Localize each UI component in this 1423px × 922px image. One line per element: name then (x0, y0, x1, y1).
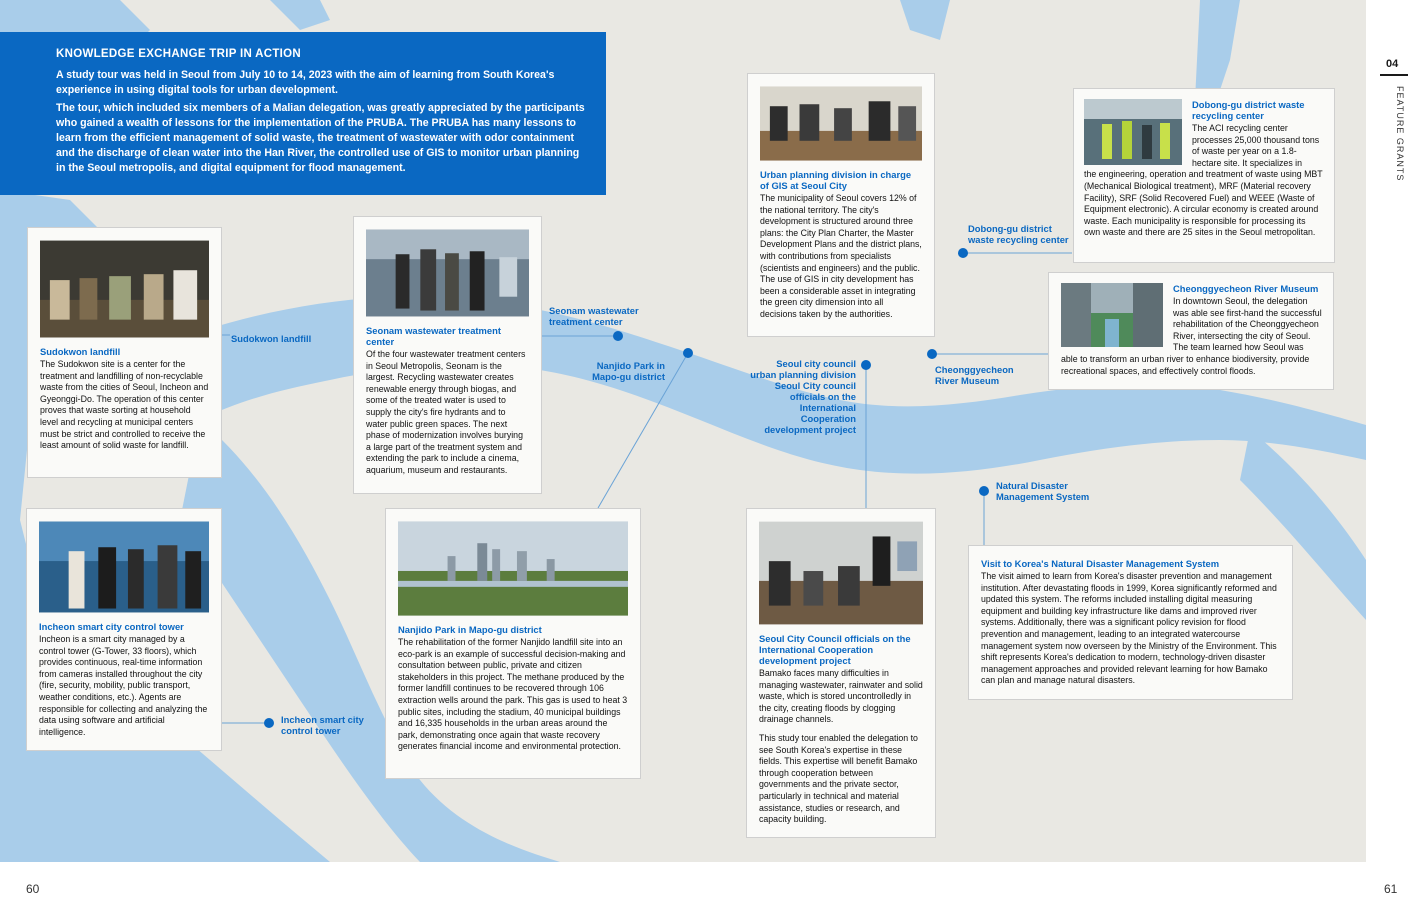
photo-incheon-control-tower (39, 521, 209, 613)
card-sudokwon (27, 227, 222, 478)
card-council-body-2: This study tour enabled the delegation to see South Korea's expertise in these fields. This expertise will benefit Bamako through cooperation between governments and the private sector, particularly in technical and material assistance, studies or research, and capacity building. (759, 732, 918, 825)
card-council-title: Seoul City Council officials on the International Cooperation development project (759, 633, 911, 666)
intro-banner (0, 32, 606, 195)
map-label-nanjido: Nanjido Park in Mapo-gu district (592, 360, 665, 382)
card-urban-planning-title: Urban planning division in charge of GIS at Seoul City (760, 169, 912, 191)
map-dot-dobong (958, 248, 968, 258)
photo-cheonggyecheon-river (1061, 283, 1163, 347)
card-seonam (353, 216, 542, 494)
card-nanjido-body: The rehabilitation of the former Nanjido landfill site into an eco-park is an example of successful decision-making and consultation between public, private and citizen stakeholders in this project. The methane produced by the former landfill continues to be recovered through 106 extraction wells around the park. This gas is used to heat 3 public sites, including the stadium, 40 municipal buildings and 16,335 households in the urban areas around the park, demonstrating once again that waste recovery generates financial income and environmental protection. (398, 637, 628, 752)
card-dobong-body-top: The ACI recycling center processes 25,000 thousand tons of waste per year on a 1.8-hectare site. It specializes in (1192, 123, 1320, 168)
card-dobong-body-rest: the engineering, operation and treatment of waste using MBT (Mechanical Biological treatment), MRF (Material recovery Facility), SRF (Solid Recovered Fuel) and WEEE (Waste of Equipment electronic). A circular economy is created around waste. Each municipality is responsible for processing its own waste and there are 25 sites in the Seoul metropolitan. (1084, 169, 1323, 238)
card-cheonggyecheon (1048, 272, 1334, 390)
photo-dobong-recycling (1084, 99, 1182, 165)
card-seonam-body: Of the four wastewater treatment centers in Seoul Metropolis, Seonam is the largest. Recycling wastewater creates renewable energy through biogas, and some of the treated water is used to supply the city's fire hydrants and to water public green spaces. The next phase of modernization involves burying a large part of the treatment system and extending the park to include a cinema, aquarium, museum and restaurants. (366, 349, 526, 475)
card-dobong (1073, 88, 1335, 263)
card-incheon-title: Incheon smart city control tower (39, 621, 184, 632)
map-label-council: Seoul city council urban planning division Seoul City council officials on the International Cooperation development project (750, 358, 856, 435)
photo-urban-planning-meeting (760, 86, 922, 161)
map-label-incheon: Incheon smart city control tower (281, 714, 364, 736)
card-council-body-1: Bamako faces many difficulties in managing wastewater, rainwater and solid waste, which is stored uncontrolledly in the city, creating floods by clogging drainage channels. (759, 668, 923, 725)
banner-title: KNOWLEDGE EXCHANGE TRIP IN ACTION (56, 48, 302, 60)
section-rule (1380, 74, 1408, 76)
map-label-dobong: Dobong-gu district waste recycling center (968, 223, 1069, 245)
card-dobong-title: Dobong-gu district waste recycling center (1192, 99, 1305, 121)
card-nanjido-title: Nanjido Park in Mapo-gu district (398, 624, 542, 635)
page-number-left: 60 (26, 882, 40, 896)
card-incheon (26, 508, 222, 751)
section-title: FEATURE GRANTS (1395, 86, 1405, 182)
map-label-seonam: Seonam wastewater treatment center (549, 305, 639, 327)
card-incheon-body: Incheon is a smart city managed by a control tower (G-Tower, 33 floors), which provides continuous, real-time information from cameras installed throughout the city (fire, security, mobility, public transport, weather conditions, etc.). Agents are responsible for collecting and analyzing the data using software and artificial intelligence. (39, 634, 208, 737)
photo-sudokwon-meeting (40, 240, 209, 338)
card-seonam-title: Seonam wastewater treatment center (366, 325, 501, 347)
card-disaster (968, 545, 1293, 700)
map-label-cheonggyecheon: Cheonggyecheon River Museum (935, 364, 1014, 386)
banner-paragraph-1: A study tour was held in Seoul from July 10 to 14, 2023 with the aim of learning from South Korea's experience in using digital tools for urban development. (56, 69, 555, 96)
section-sidebar (1366, 0, 1423, 922)
card-cheonggyecheon-title: Cheonggyecheon River Museum (1173, 283, 1319, 294)
card-sudokwon-body: The Sudokwon site is a center for the treatment and landfilling of non-recyclable waste from the cities of Seoul, Incheon and Gyeonggi-Do. The operation of this center proves that waste sorting at household level and recycling at municipal centers must be strict and controlled to receive the least amount of solid waste for landfill. (40, 359, 209, 451)
map-label-disaster: Natural Disaster Management System (996, 480, 1090, 502)
page-number-right: 61 (1384, 882, 1398, 896)
map-label-sudokwon: Sudokwon landfill (231, 333, 312, 344)
photo-council-meeting (759, 521, 923, 625)
photo-seonam-visit (366, 229, 529, 317)
card-disaster-title: Visit to Korea's Natural Disaster Management System (981, 558, 1220, 569)
section-number: 04 (1386, 58, 1399, 70)
map-dot-cheonggyecheon (927, 349, 937, 359)
card-sudokwon-title: Sudokwon landfill (40, 346, 121, 357)
map-dot-seonam (613, 331, 623, 341)
map-dot-incheon (264, 718, 274, 728)
card-council (746, 508, 936, 838)
photo-nanjido-park-view (398, 521, 628, 616)
map-dot-disaster (979, 486, 989, 496)
banner-paragraph-2: The tour, which included six members of a Malian delegation, was greatly appreciated by the participants who gained a wealth of lessons for the implementation of the PRUBA. The PRUBA has many lessons to learn from the efficient management of solid waste, the treatment of wastewater with odor containment and the discharge of clean water into the Han River, the controlled use of GIS to monitor urban planning in the Seoul metropolis, and digital equipment for flood management. (56, 102, 585, 174)
map-dot-nanjido (683, 348, 693, 358)
card-nanjido (385, 508, 641, 779)
card-disaster-body: The visit aimed to learn from Korea's disaster prevention and management institution. After devastating floods in 1999, Korea significantly reformed and updated this system. The reforms included installing digital measuring equipment and building key infrastructure like dams and improved river systems. Additionally, there was a significant policy revision for flood prevention and management, leading to an integrated watercourse management system now overseen by the Ministry of the Environment. This shift represents Korea's dedication to modern, technology-driven disaster management approaches and provided relevant learning for how Bamako can plan and manage natural disasters. (981, 571, 1277, 686)
card-urban-planning-body: The municipality of Seoul covers 12% of the national territory. The city's development is structured around three plans: the City Plan Charter, the Master Development Plans and the district plans, with contributions from specialists (scientists and engineers) and the public. The use of GIS in city development has been a considerable asset in integrating the green city dimension into all decisions taken by the authorities. (760, 193, 922, 319)
card-cheonggyecheon-body-top: In downtown Seoul, the delegation was able see first-hand the successful rehabilitation of the Cheonggyecheon River, intersecting the city of Seoul. The team learned how Seoul was (1173, 296, 1322, 353)
card-cheonggyecheon-body-rest: able to transform an urban river to enhance biodiversity, provide recreational spaces, and effectively control floods. (1061, 353, 1310, 376)
map-dot-council (861, 360, 871, 370)
card-urban-planning (747, 73, 935, 337)
